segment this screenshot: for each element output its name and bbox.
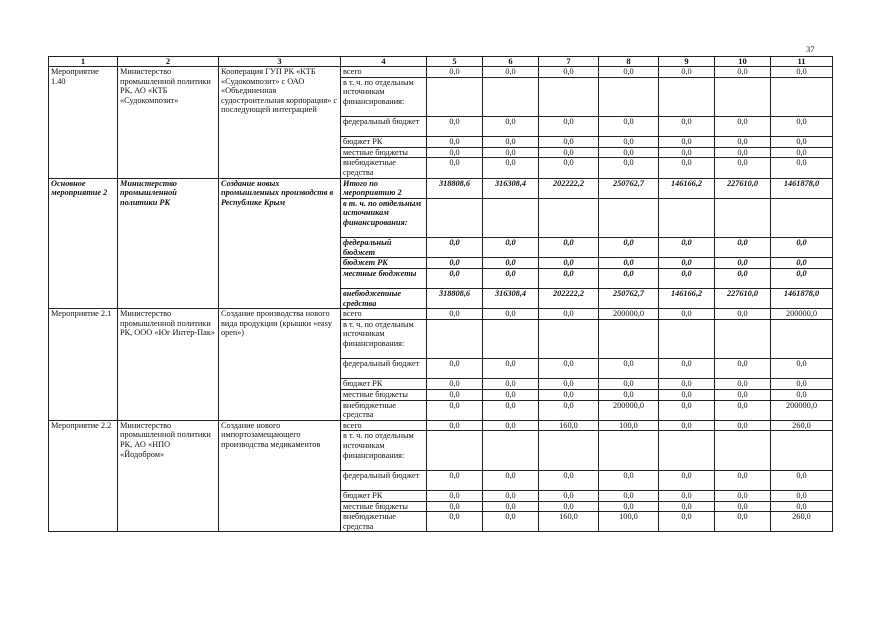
value-cell: 0,0 bbox=[659, 470, 715, 490]
table-row bbox=[49, 309, 833, 320]
value-cell: 0,0 bbox=[539, 309, 599, 320]
value-cell: 318808,6 bbox=[427, 178, 483, 198]
value-cell bbox=[427, 431, 483, 470]
value-cell: 200000,0 bbox=[599, 400, 659, 420]
value-cell: 0,0 bbox=[599, 158, 659, 178]
value-cell: 0,0 bbox=[599, 67, 659, 78]
value-cell: 0,0 bbox=[599, 238, 659, 258]
value-cell: 0,0 bbox=[771, 67, 833, 78]
funding-source-cell: в т. ч. по отдельным источникам финансирования: bbox=[341, 198, 427, 237]
value-cell: 200000,0 bbox=[599, 309, 659, 320]
table-body bbox=[49, 67, 833, 532]
funding-source-cell: местные бюджеты bbox=[341, 268, 427, 288]
value-cell: 0,0 bbox=[771, 158, 833, 178]
value-cell: 0,0 bbox=[483, 491, 539, 502]
value-cell: 0,0 bbox=[659, 512, 715, 532]
activity-name-cell: Основное мероприятие 2 bbox=[49, 178, 118, 309]
value-cell: 0,0 bbox=[539, 116, 599, 136]
value-cell: 0,0 bbox=[427, 116, 483, 136]
column-header-10: 10 bbox=[715, 57, 771, 67]
value-cell: 200000,0 bbox=[771, 400, 833, 420]
value-cell: 0,0 bbox=[771, 116, 833, 136]
value-cell: 0,0 bbox=[483, 268, 539, 288]
table-row bbox=[49, 67, 833, 78]
value-cell: 0,0 bbox=[483, 147, 539, 158]
value-cell: 0,0 bbox=[599, 268, 659, 288]
funding-source-cell: всего bbox=[341, 420, 427, 431]
value-cell: 0,0 bbox=[427, 390, 483, 401]
funding-source-cell: внебюджетные средства bbox=[341, 289, 427, 309]
value-cell: 0,0 bbox=[599, 258, 659, 269]
value-cell: 0,0 bbox=[427, 268, 483, 288]
column-header-1: 1 bbox=[49, 57, 118, 67]
value-cell: 0,0 bbox=[771, 137, 833, 148]
value-cell: 0,0 bbox=[659, 116, 715, 136]
value-cell: 0,0 bbox=[427, 158, 483, 178]
value-cell: 0,0 bbox=[659, 309, 715, 320]
value-cell: 0,0 bbox=[715, 400, 771, 420]
value-cell: 0,0 bbox=[599, 491, 659, 502]
value-cell: 0,0 bbox=[539, 258, 599, 269]
description-cell: Создание новых промышленных производств в Республике Крым bbox=[219, 178, 341, 309]
funding-source-cell: федеральный бюджет bbox=[341, 470, 427, 490]
value-cell: 0,0 bbox=[483, 309, 539, 320]
value-cell: 0,0 bbox=[483, 400, 539, 420]
column-header-7: 7 bbox=[539, 57, 599, 67]
value-cell: 0,0 bbox=[771, 147, 833, 158]
value-cell: 0,0 bbox=[599, 470, 659, 490]
funding-source-cell: внебюджетные средства bbox=[341, 512, 427, 532]
value-cell: 227610,0 bbox=[715, 289, 771, 309]
value-cell bbox=[771, 198, 833, 237]
page-number: 37 bbox=[806, 44, 815, 54]
value-cell: 0,0 bbox=[539, 359, 599, 379]
value-cell: 0,0 bbox=[483, 137, 539, 148]
funding-source-cell: бюджет РК bbox=[341, 137, 427, 148]
value-cell bbox=[539, 319, 599, 358]
value-cell: 0,0 bbox=[659, 158, 715, 178]
value-cell: 0,0 bbox=[599, 116, 659, 136]
value-cell: 0,0 bbox=[599, 147, 659, 158]
funding-source-cell: в т. ч. по отдельным источникам финансирования: bbox=[341, 319, 427, 358]
value-cell: 316308,4 bbox=[483, 178, 539, 198]
value-cell: 0,0 bbox=[715, 147, 771, 158]
value-cell bbox=[659, 319, 715, 358]
value-cell: 0,0 bbox=[483, 238, 539, 258]
value-cell bbox=[715, 319, 771, 358]
value-cell bbox=[599, 319, 659, 358]
value-cell: 0,0 bbox=[771, 238, 833, 258]
funding-source-cell: Итого по мероприятию 2 bbox=[341, 178, 427, 198]
value-cell: 0,0 bbox=[483, 470, 539, 490]
value-cell: 0,0 bbox=[715, 359, 771, 379]
value-cell: 260,0 bbox=[771, 512, 833, 532]
column-header-8: 8 bbox=[599, 57, 659, 67]
funding-source-cell: в т. ч. по отдельным источникам финансирования: bbox=[341, 77, 427, 116]
column-header-5: 5 bbox=[427, 57, 483, 67]
value-cell: 0,0 bbox=[659, 359, 715, 379]
value-cell: 260,0 bbox=[771, 420, 833, 431]
value-cell: 0,0 bbox=[659, 147, 715, 158]
value-cell: 0,0 bbox=[771, 359, 833, 379]
value-cell: 0,0 bbox=[715, 268, 771, 288]
value-cell: 202222,2 bbox=[539, 289, 599, 309]
value-cell: 0,0 bbox=[659, 137, 715, 148]
value-cell: 0,0 bbox=[539, 470, 599, 490]
funding-source-cell: всего bbox=[341, 67, 427, 78]
value-cell: 0,0 bbox=[659, 238, 715, 258]
value-cell: 0,0 bbox=[715, 470, 771, 490]
value-cell bbox=[483, 198, 539, 237]
value-cell: 100,0 bbox=[599, 420, 659, 431]
value-cell: 0,0 bbox=[715, 67, 771, 78]
value-cell: 0,0 bbox=[659, 501, 715, 512]
value-cell: 0,0 bbox=[427, 309, 483, 320]
funding-source-cell: бюджет РК bbox=[341, 491, 427, 502]
funding-source-cell: местные бюджеты bbox=[341, 147, 427, 158]
value-cell: 0,0 bbox=[771, 470, 833, 490]
value-cell: 0,0 bbox=[659, 390, 715, 401]
value-cell: 202222,2 bbox=[539, 178, 599, 198]
value-cell bbox=[771, 77, 833, 116]
value-cell: 0,0 bbox=[427, 470, 483, 490]
value-cell: 0,0 bbox=[539, 268, 599, 288]
value-cell: 0,0 bbox=[427, 67, 483, 78]
description-cell: Создание нового импортозамещающего производства медикаментов bbox=[219, 420, 341, 532]
column-header-11: 11 bbox=[771, 57, 833, 67]
value-cell: 0,0 bbox=[539, 158, 599, 178]
value-cell: 0,0 bbox=[427, 512, 483, 532]
funding-source-cell: федеральный бюджет bbox=[341, 238, 427, 258]
value-cell: 0,0 bbox=[715, 116, 771, 136]
column-header-3: 3 bbox=[219, 57, 341, 67]
value-cell: 0,0 bbox=[483, 501, 539, 512]
value-cell: 250762,7 bbox=[599, 178, 659, 198]
value-cell: 0,0 bbox=[483, 116, 539, 136]
value-cell: 1461878,0 bbox=[771, 178, 833, 198]
value-cell: 0,0 bbox=[659, 420, 715, 431]
value-cell: 0,0 bbox=[715, 491, 771, 502]
value-cell: 0,0 bbox=[599, 501, 659, 512]
value-cell: 0,0 bbox=[659, 491, 715, 502]
value-cell: 0,0 bbox=[599, 379, 659, 390]
description-cell: Создание производства нового вида продукции (крышки «easy open») bbox=[219, 309, 341, 421]
value-cell: 0,0 bbox=[539, 400, 599, 420]
value-cell: 227610,0 bbox=[715, 178, 771, 198]
value-cell: 0,0 bbox=[483, 359, 539, 379]
value-cell: 0,0 bbox=[715, 137, 771, 148]
value-cell bbox=[427, 319, 483, 358]
activity-name-cell: Мероприятие 2.1 bbox=[49, 309, 118, 421]
value-cell: 0,0 bbox=[539, 379, 599, 390]
value-cell: 160,0 bbox=[539, 420, 599, 431]
value-cell: 0,0 bbox=[427, 379, 483, 390]
value-cell: 160,0 bbox=[539, 512, 599, 532]
value-cell bbox=[539, 198, 599, 237]
value-cell: 0,0 bbox=[771, 491, 833, 502]
value-cell bbox=[599, 77, 659, 116]
value-cell: 0,0 bbox=[539, 238, 599, 258]
value-cell: 0,0 bbox=[427, 400, 483, 420]
value-cell bbox=[771, 431, 833, 470]
value-cell bbox=[715, 198, 771, 237]
value-cell: 0,0 bbox=[659, 400, 715, 420]
funding-source-cell: в т. ч. по отдельным источникам финансирования: bbox=[341, 431, 427, 470]
value-cell: 0,0 bbox=[539, 137, 599, 148]
value-cell: 0,0 bbox=[771, 390, 833, 401]
value-cell: 0,0 bbox=[427, 420, 483, 431]
value-cell: 0,0 bbox=[659, 67, 715, 78]
activity-name-cell: Мероприятие 1.40 bbox=[49, 67, 118, 179]
column-header-6: 6 bbox=[483, 57, 539, 67]
value-cell bbox=[659, 431, 715, 470]
value-cell: 0,0 bbox=[427, 359, 483, 379]
value-cell: 0,0 bbox=[715, 420, 771, 431]
header-row bbox=[49, 57, 833, 67]
executor-cell: Министерство промышленной политики РК, АО «НПО «Йодобром» bbox=[118, 420, 219, 532]
value-cell bbox=[659, 77, 715, 116]
value-cell bbox=[427, 77, 483, 116]
value-cell: 0,0 bbox=[715, 379, 771, 390]
value-cell: 0,0 bbox=[427, 501, 483, 512]
value-cell bbox=[427, 198, 483, 237]
executor-cell: Министерство промышленной политики РК bbox=[118, 178, 219, 309]
value-cell: 0,0 bbox=[427, 147, 483, 158]
value-cell: 0,0 bbox=[771, 501, 833, 512]
value-cell: 0,0 bbox=[483, 512, 539, 532]
funding-source-cell: местные бюджеты bbox=[341, 501, 427, 512]
funding-source-cell: федеральный бюджет bbox=[341, 116, 427, 136]
value-cell: 0,0 bbox=[715, 512, 771, 532]
value-cell: 0,0 bbox=[715, 390, 771, 401]
value-cell bbox=[483, 319, 539, 358]
financing-table bbox=[48, 56, 833, 532]
value-cell: 0,0 bbox=[771, 379, 833, 390]
column-header-2: 2 bbox=[118, 57, 219, 67]
value-cell: 0,0 bbox=[599, 359, 659, 379]
value-cell: 0,0 bbox=[427, 258, 483, 269]
value-cell: 0,0 bbox=[483, 379, 539, 390]
value-cell bbox=[483, 431, 539, 470]
funding-source-cell: бюджет РК bbox=[341, 258, 427, 269]
value-cell: 318808,6 bbox=[427, 289, 483, 309]
value-cell: 146166,2 bbox=[659, 289, 715, 309]
value-cell: 0,0 bbox=[539, 501, 599, 512]
value-cell: 0,0 bbox=[771, 268, 833, 288]
value-cell: 0,0 bbox=[539, 491, 599, 502]
value-cell: 0,0 bbox=[659, 258, 715, 269]
column-header-4: 4 bbox=[341, 57, 427, 67]
value-cell: 0,0 bbox=[483, 67, 539, 78]
funding-source-cell: внебюджетные средства bbox=[341, 400, 427, 420]
value-cell bbox=[771, 319, 833, 358]
value-cell: 0,0 bbox=[427, 491, 483, 502]
description-cell: Кооперация ГУП РК «КТБ «Судокомпозит» с ОАО «Объединенная судостроительная корпорация» с последующей интеграцией bbox=[219, 67, 341, 179]
value-cell: 316308,4 bbox=[483, 289, 539, 309]
value-cell bbox=[483, 77, 539, 116]
table-row bbox=[49, 178, 833, 198]
value-cell: 0,0 bbox=[715, 158, 771, 178]
value-cell: 0,0 bbox=[715, 258, 771, 269]
value-cell: 200000,0 bbox=[771, 309, 833, 320]
column-header-9: 9 bbox=[659, 57, 715, 67]
value-cell: 0,0 bbox=[483, 420, 539, 431]
value-cell bbox=[659, 198, 715, 237]
value-cell: 1461878,0 bbox=[771, 289, 833, 309]
value-cell: 0,0 bbox=[715, 238, 771, 258]
activity-name-cell: Мероприятие 2.2 bbox=[49, 420, 118, 532]
executor-cell: Министерство промышленной политики РК, ООО «Юг Интер-Пак» bbox=[118, 309, 219, 421]
value-cell: 100,0 bbox=[599, 512, 659, 532]
value-cell: 0,0 bbox=[483, 258, 539, 269]
value-cell bbox=[599, 198, 659, 237]
value-cell: 250762,7 bbox=[599, 289, 659, 309]
value-cell bbox=[539, 77, 599, 116]
funding-source-cell: местные бюджеты bbox=[341, 390, 427, 401]
value-cell: 0,0 bbox=[539, 147, 599, 158]
funding-source-cell: внебюджетные средства bbox=[341, 158, 427, 178]
executor-cell: Министерство промышленной политики РК, АО «КТБ «Судокомпозит» bbox=[118, 67, 219, 179]
value-cell: 0,0 bbox=[427, 238, 483, 258]
value-cell: 0,0 bbox=[539, 390, 599, 401]
value-cell: 0,0 bbox=[715, 309, 771, 320]
value-cell: 0,0 bbox=[483, 390, 539, 401]
value-cell: 0,0 bbox=[483, 158, 539, 178]
value-cell: 0,0 bbox=[715, 501, 771, 512]
value-cell: 0,0 bbox=[659, 268, 715, 288]
table-row bbox=[49, 420, 833, 431]
value-cell bbox=[715, 77, 771, 116]
funding-source-cell: федеральный бюджет bbox=[341, 359, 427, 379]
value-cell bbox=[715, 431, 771, 470]
funding-source-cell: бюджет РК bbox=[341, 379, 427, 390]
value-cell bbox=[539, 431, 599, 470]
value-cell: 0,0 bbox=[659, 379, 715, 390]
value-cell: 0,0 bbox=[539, 67, 599, 78]
value-cell: 0,0 bbox=[427, 137, 483, 148]
value-cell: 0,0 bbox=[599, 390, 659, 401]
value-cell bbox=[599, 431, 659, 470]
value-cell: 146166,2 bbox=[659, 178, 715, 198]
value-cell: 0,0 bbox=[599, 137, 659, 148]
value-cell: 0,0 bbox=[771, 258, 833, 269]
funding-source-cell: всего bbox=[341, 309, 427, 320]
